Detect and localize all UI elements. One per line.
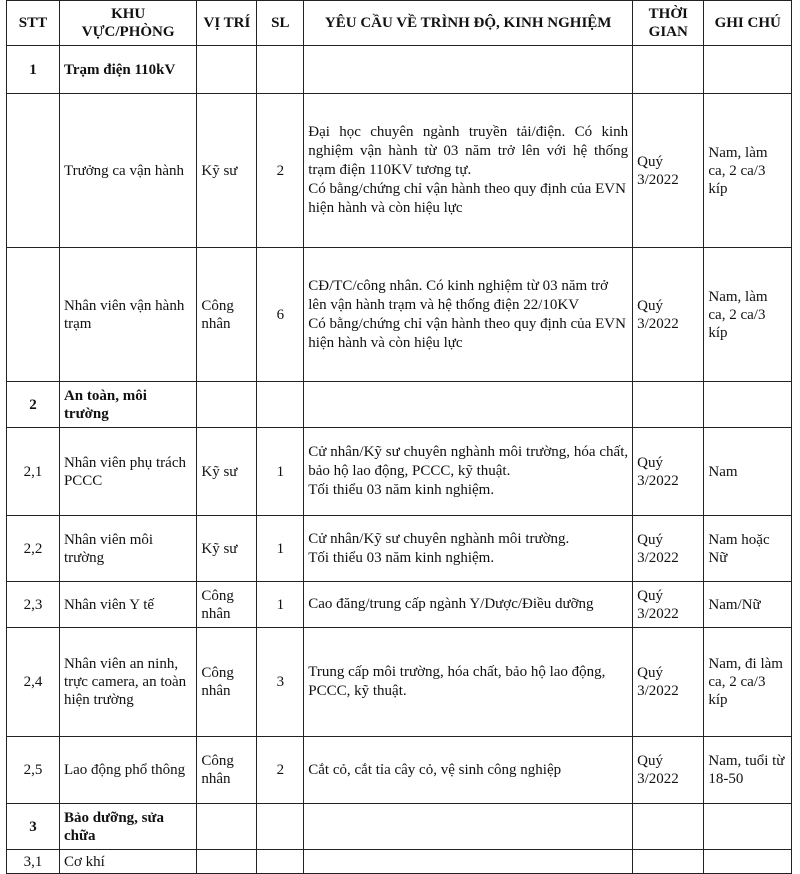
row-stt: 2,4	[7, 628, 60, 737]
group-title: Bảo dưỡng, sửa chữa	[59, 804, 196, 850]
row-note: Nam, đi làm ca, 2 ca/3 kíp	[704, 628, 792, 737]
group-row	[7, 46, 792, 94]
table-row	[7, 516, 792, 582]
group-row	[7, 804, 792, 850]
row-position: Công nhân	[197, 737, 257, 804]
row-stt: 3,1	[7, 850, 60, 874]
row-time: Quý 3/2022	[633, 428, 704, 516]
row-note: Nam hoặc Nữ	[704, 516, 792, 582]
group-title: Trạm điện 110kV	[59, 46, 196, 94]
row-stt: 2,1	[7, 428, 60, 516]
header-time: THỜI GIAN	[633, 1, 704, 46]
table-row	[7, 94, 792, 248]
row-area: Nhân viên an ninh, trực camera, an toàn hiện trường	[59, 628, 196, 737]
row-note: Nam, tuổi từ 18-50	[704, 737, 792, 804]
row-qty: 2	[257, 94, 304, 248]
row-time: Quý 3/2022	[633, 516, 704, 582]
row-position: Công nhân	[197, 628, 257, 737]
row-time: Quý 3/2022	[633, 737, 704, 804]
requirement-line: Tối thiểu 03 năm kinh nghiệm.	[308, 482, 495, 498]
row-requirements	[304, 94, 633, 248]
row-requirements	[304, 582, 633, 628]
table-row	[7, 428, 792, 516]
row-qty: 2	[257, 737, 304, 804]
table-row	[7, 628, 792, 737]
row-position: Kỹ sư	[197, 516, 257, 582]
row-stt: 2	[7, 382, 60, 428]
header-requirements: YÊU CẦU VỀ TRÌNH ĐỘ, KINH NGHIỆM	[304, 1, 633, 46]
row-stt	[7, 248, 60, 382]
row-area: Nhân viên phụ trách PCCC	[59, 428, 196, 516]
row-stt: 2,5	[7, 737, 60, 804]
header-row	[7, 1, 792, 46]
row-time: Quý 3/2022	[633, 628, 704, 737]
row-stt: 1	[7, 46, 60, 94]
requirement-line: Có bằng/chứng chỉ vận hành theo quy định của EVN hiện hành và còn hiệu lực	[308, 315, 626, 351]
row-area: Trưởng ca vận hành	[59, 94, 196, 248]
row-qty: 3	[257, 628, 304, 737]
requirement-line: Cắt cỏ, cắt tỉa cây cỏ, vệ sinh công nghiệp	[308, 761, 562, 778]
row-time: Quý 3/2022	[633, 94, 704, 248]
row-note: Nam, làm ca, 2 ca/3 kíp	[704, 94, 792, 248]
header-area: KHU VỰC/PHÒNG	[59, 1, 196, 46]
group-title: An toàn, môi trường	[59, 382, 196, 428]
row-note: Nam	[704, 428, 792, 516]
row-qty: 1	[257, 516, 304, 582]
row-requirements	[304, 628, 633, 737]
row-area: Lao động phổ thông	[59, 737, 196, 804]
header-note: GHI CHÚ	[704, 1, 792, 46]
row-position: Công nhân	[197, 582, 257, 628]
row-time: Quý 3/2022	[633, 582, 704, 628]
requirement-line: Cao đăng/trung cấp ngành Y/Dược/Điều dưỡng	[308, 596, 594, 612]
table-row	[7, 582, 792, 628]
header-stt: STT	[7, 1, 60, 46]
header-qty: SL	[257, 1, 304, 46]
table-row	[7, 248, 792, 382]
row-area: Cơ khí	[59, 850, 196, 874]
group-row	[7, 382, 792, 428]
requirement-line: Trung cấp môi trường, hóa chất, bảo hộ lao động, PCCC, kỹ thuật.	[308, 664, 606, 699]
requirement-line: Cử nhân/Kỹ sư chuyên nghành môi trường.	[308, 530, 570, 547]
header-position: VỊ TRÍ	[197, 1, 257, 46]
row-requirements	[304, 248, 633, 382]
requirement-line: Đại học chuyên ngành truyền tải/điện. Có kinh nghiệm vận hành từ 03 năm trở lên với hệ thống trạm điện 110KV tương tự.	[308, 124, 629, 178]
requirement-line: CĐ/TC/công nhân. Có kinh nghiệm từ 03 năm trở lên vận hành trạm và hệ thống điện 22/10KV	[308, 277, 609, 313]
row-position: Kỹ sư	[197, 428, 257, 516]
row-stt: 3	[7, 804, 60, 850]
table-row	[7, 737, 792, 804]
requirement-line: Có bằng/chứng chỉ vận hành theo quy định của EVN hiện hành và còn hiệu lực	[308, 181, 626, 216]
row-qty: 6	[257, 248, 304, 382]
row-qty: 1	[257, 428, 304, 516]
row-area: Nhân viên vận hành trạm	[59, 248, 196, 382]
row-position: Kỹ sư	[197, 94, 257, 248]
recruitment-table	[6, 0, 792, 874]
row-position: Công nhân	[197, 248, 257, 382]
row-time: Quý 3/2022	[633, 248, 704, 382]
row-requirements	[304, 737, 633, 804]
row-requirements	[304, 516, 633, 582]
row-qty: 1	[257, 582, 304, 628]
row-stt	[7, 94, 60, 248]
table-row	[7, 850, 792, 874]
row-area: Nhân viên môi trường	[59, 516, 196, 582]
row-area: Nhân viên Y tế	[59, 582, 196, 628]
row-stt: 2,3	[7, 582, 60, 628]
row-note: Nam/Nữ	[704, 582, 792, 628]
requirement-line: Tối thiểu 03 năm kinh nghiệm.	[308, 549, 495, 566]
requirement-line: Cử nhân/Kỹ sư chuyên nghành môi trường, hóa chất, bảo hộ lao động, PCCC, kỹ thuật.	[308, 444, 629, 479]
row-requirements	[304, 428, 633, 516]
row-note: Nam, làm ca, 2 ca/3 kíp	[704, 248, 792, 382]
row-stt: 2,2	[7, 516, 60, 582]
